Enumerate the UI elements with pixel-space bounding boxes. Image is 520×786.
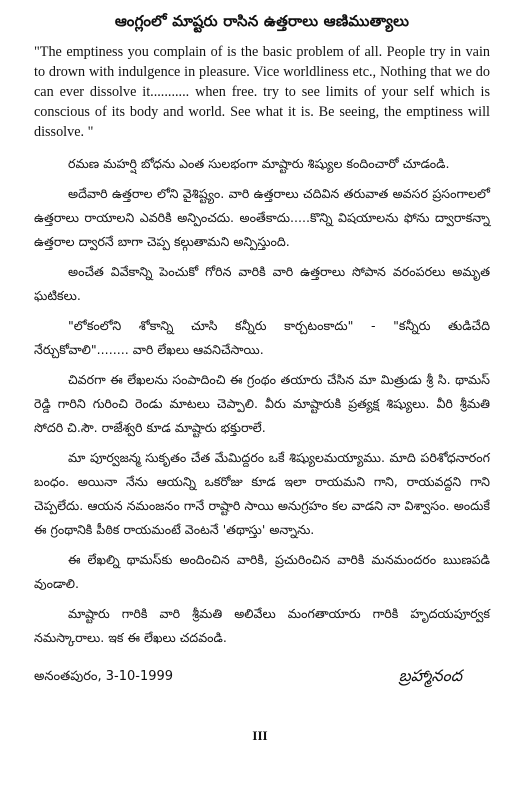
paragraph-6: మా పూర్వజన్మ సుకృతం చేత మేమిద్దరం ఒకే శిష్యులమయ్యాము. మాది పరిశోధనారంగ బంధం. అయినా నేను ఆయన్ని ఒకరోజు కూడ ఇలా రాయమని గాని, రాయవద్దని గాని చెప్పలేదు. ఆయన నమంజనం గానే రాష్టారి సాయి అనుగ్రహం కల వాడని నా విశ్వాసం. అందుకే ఈ గ్రంథానికి పీఠిక రాయమంటే వెంటనే 'తథాస్తు' అన్నాను.: [34, 450, 490, 537]
english-quote: "The emptiness you complain of is the basic problem of all. People try in vain to drown with indulgence in pleasure. Vice worldliness etc., Nothing that we do can ever dissolve it........... when free. try to see limits of your self which is conscious of its body and world. See what it is. Be seeing, the emptiness will dissolve. ": [34, 44, 490, 140]
paragraph-8: మాష్టారు గారికి వారి శ్రీమతి అలివేలు మంగతాయారు గారికి హృదయపూర్వక నమస్కారాలు. ఇక ఈ లేఖలు చదవండి.: [34, 606, 490, 645]
signature-block: [34, 666, 490, 689]
paragraph-2: అదేవారి ఉత్తరాల లోని వైశిష్ట్యం. వారి ఉత్తరాలు చదివిన తరువాత అవసర ప్రసంగాలలో ఉత్తరాలు రాయాలని ఎవరికి అన్పించదు. అంతేకాదు.....కొన్ని విషయాలను ఫోను ద్వారాకన్నా ఉత్తరాల ద్వారనే బాగా చెప్ప కల్గుతామని అన్పిస్తుంది.: [34, 186, 490, 249]
paragraph-3: అంచేత వివేకాన్ని పెంచుకో గోరిన వారికి వారి ఉత్తరాలు సోపాన వరంపరలు అమృత ఘటికలు.: [34, 264, 490, 303]
page-title: ఆంగ్లంలో మాష్టరు రాసిన ఉత్తరాలు ఆణిముత్యాలు: [114, 12, 410, 30]
paragraph-7: ఈ లేఖల్ని థామస్‌కు అందించిన వారికి, ప్రచురించిన వారికి మనమందరం ఋణపడి వుండాలి.: [34, 552, 490, 591]
place-date: అనంతపురం, 3-10-1999: [34, 668, 174, 684]
paragraph-4: "లోకంలోని శోకాన్ని చూసి కన్నీరు కార్చటంకాదు" - "కన్నీరు తుడిచేది నేర్చుకోవాలి"........ వారి లేఖలు ఆవనిచేసాయి.: [34, 318, 490, 357]
page-number: III: [252, 728, 268, 743]
paragraph-5: చివరగా ఈ లేఖలను సంపాదించి ఈ గ్రంథం తయారు చేసిన మా మిత్రుడు శ్రీ సి. థామస్ రెడ్డి గారిని గురించి రెండు మాటలు చెప్పాలి. వీరు మాష్టారుకి ప్రత్యక్ష శిష్యులు. వీరి శ్రీమతి సోదరి చి.సౌ. రాజేశ్వరి కూడ మాష్టారు భక్తురాలే.: [34, 372, 490, 435]
author-signature: బ్రహ్మానంద: [398, 666, 462, 685]
paragraph-1: రమణ మహర్షి బోధను ఎంత సులభంగా మాష్టారు శిష్యుల కందించారో చూడండి.: [68, 156, 450, 171]
